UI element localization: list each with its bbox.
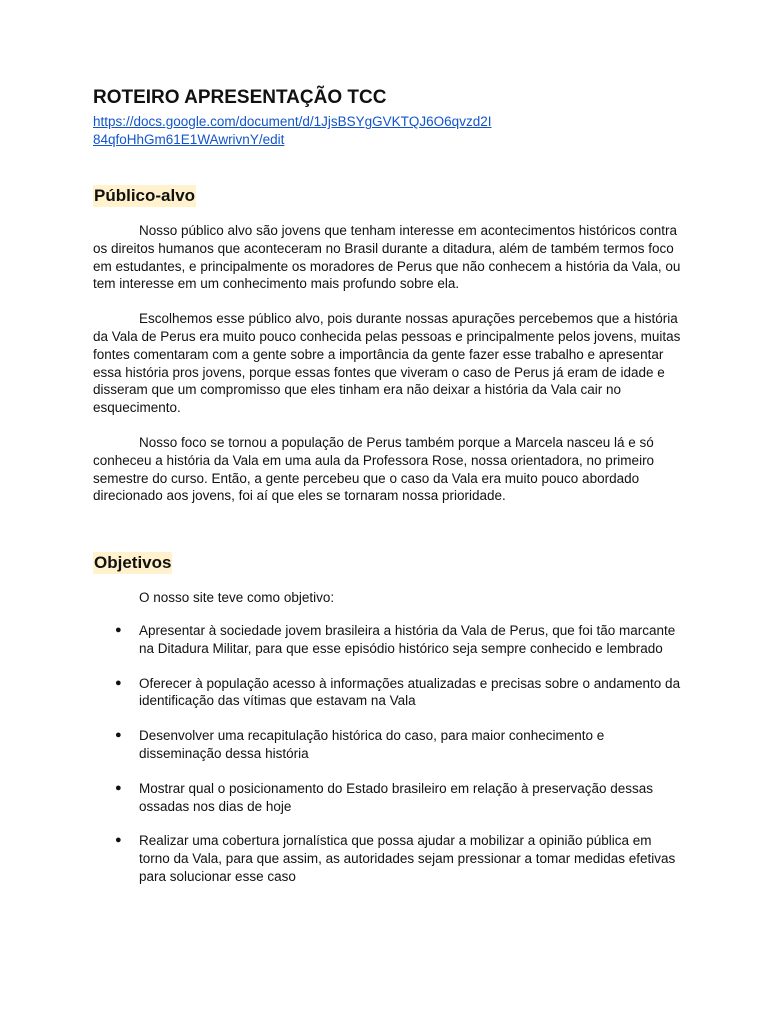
bullet-icon: ●	[115, 781, 122, 794]
bullet-icon: ●	[115, 834, 122, 847]
publico-alvo-heading: Público-alvo	[94, 186, 196, 205]
publico-alvo-paragraph: Escolhemos esse público alvo, pois durante nossas apurações percebemos que a história da Vala de Perus era muito pouco conhecida pelas pessoas e principalmente pelos jovens, muitas fontes comentaram com a gente sobre a importância da gente fazer esse trabalho e apresentar essa história pros jovens, porque essas fontes que viveram o caso de Perus já eram de idade e disseram que um compromisso que eles tinham era não deixar a história da Vala cair no esquecimento.	[93, 311, 681, 416]
publico-alvo-paragraph: Nosso foco se tornou a população de Perus também porque a Marcela nasceu lá e só conheceu a história da Vala em uma aula da Professora Rose, nossa orientadora, no primeiro semestre do curso. Então, a gente percebeu que o caso da Vala era muito pouco abordado direcionado aos jovens, foi aí que eles se tornaram nossa prioridade.	[93, 434, 655, 504]
list-item-text: Oferecer à população acesso à informações atualizadas e precisas sobre o andamento da identificação das vítimas que estavam na Vala	[139, 675, 681, 709]
list-item-text: Realizar uma cobertura jornalística que possa ajudar a mobilizar a opinião pública em torno da Vala, para que assim, as autoridades sejam pressionar a tomar medidas efetivas para solucionar esse caso	[139, 833, 676, 884]
google-docs-link[interactable]: https://docs.google.com/document/d/1JjsBSYgGVKTQJ6O6qvzd2I84qfoHhGm61E1WAwrivnY/edit	[93, 114, 492, 147]
list-item-text: Desenvolver uma recapitulação histórica do caso, para maior conhecimento e disseminação dessa história	[139, 728, 605, 761]
list-item-text: Mostrar qual o posicionamento do Estado brasileiro em relação à preservação dessas ossadas nos dias de hoje	[139, 780, 654, 814]
bullet-icon: ●	[115, 623, 122, 636]
publico-alvo-section	[93, 148, 683, 505]
bullet-icon: ●	[115, 729, 122, 742]
document-page	[93, 86, 683, 886]
list-item-text: Apresentar à sociedade jovem brasileira a história da Vala de Perus, que foi tão marcante na Ditadura Militar, para que esse episódio histórico seja sempre conhecido e lembrado	[139, 622, 676, 656]
objetivos-section	[93, 505, 683, 886]
publico-alvo-paragraph: Nosso público alvo são jovens que tenham interesse em acontecimentos históricos contra os direitos humanos que aconteceram no Brasil durante a ditadura, além de também termos foco em estudantes, e principalmente os moradores de Perus que não conhecem a história da Vala, ou tem interesse em um conhecimento mais profundo sobre ela.	[93, 223, 681, 292]
document-title: ROTEIRO APRESENTAÇÃO TCC	[93, 87, 387, 108]
bullet-icon: ●	[115, 676, 122, 689]
list-item	[93, 727, 683, 763]
list-item	[93, 832, 683, 885]
objetivos-list	[93, 622, 683, 886]
list-item	[93, 622, 683, 658]
objetivos-heading: Objetivos	[94, 553, 172, 573]
list-item	[93, 780, 683, 816]
list-item	[93, 675, 683, 711]
objetivos-intro: O nosso site teve como objetivo:	[139, 590, 335, 606]
